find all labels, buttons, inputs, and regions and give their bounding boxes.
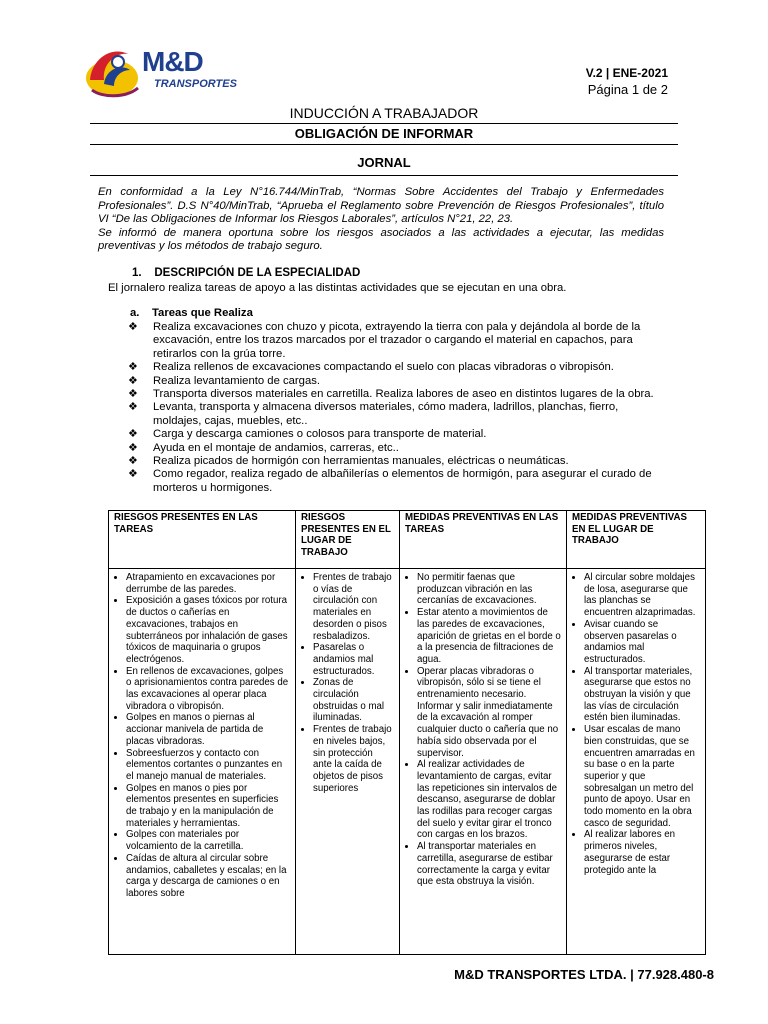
page-number: Página 1 de 2 bbox=[587, 82, 668, 97]
task-text: Realiza excavaciones con chuzo y picota, extrayendo la tierra con pala y dejándola al borde de la excavación, entre los trazos marcados por el trazador o cargando el material en capachos, para retirarlos con la grúa torre. bbox=[153, 321, 641, 360]
task-item bbox=[128, 375, 668, 388]
task-text: Realiza rellenos de excavaciones compactando el suelo con placas vibradoras o vibropisón. bbox=[153, 361, 614, 374]
divider bbox=[90, 123, 678, 124]
document-subtitle: OBLIGACIÓN DE INFORMAR bbox=[294, 126, 474, 141]
logo-subtext: TRANSPORTES bbox=[154, 78, 237, 90]
table-cell bbox=[109, 569, 296, 955]
role-title: JORNAL bbox=[357, 155, 411, 170]
table-header-cell: MEDIDAS PREVENTIVAS EN EL LUGAR DE TRABAJO bbox=[567, 511, 706, 569]
task-item bbox=[128, 401, 668, 428]
section-title: DESCRIPCIÓN DE LA ESPECIALIDAD bbox=[154, 267, 361, 279]
table-cell bbox=[296, 569, 400, 955]
bullet-list bbox=[114, 572, 290, 900]
table-header-cell: MEDIDAS PREVENTIVAS EN LAS TAREAS bbox=[400, 511, 567, 569]
task-item bbox=[128, 388, 668, 401]
task-item bbox=[128, 321, 668, 361]
table-bullet-item: • Sobreesfuerzos y contacto con elementos cortantes o punzantes en el manejo manual de materiales. bbox=[126, 748, 290, 783]
table-bullet-item: • Frentes de trabajo en niveles bajos, sin protección ante la caída de objetos de pisos superiores bbox=[313, 724, 394, 794]
table-bullet-item: • Golpes en manos o piernas al accionar manivela de partida de placas vibradoras. bbox=[126, 712, 290, 747]
task-item bbox=[128, 455, 668, 468]
diamond-bullet-icon: ❖ bbox=[128, 388, 138, 401]
table-header-row bbox=[109, 511, 706, 569]
task-text: Levanta, transporta y almacena diversos materiales, cómo madera, ladrillos, planchas, fierro, moldajes, cajas, muebles, etc.. bbox=[153, 401, 619, 427]
table-bullet-item: • Golpes con materiales por volcamiento de la carretilla. bbox=[126, 829, 290, 852]
table-bullet-item: • Exposición a gases tóxicos por rotura de ductos o cañerías en excavaciones, trabajos en subterráneos por inhalación de gases tóxicos de maquinaria o grupos electrógenos. bbox=[126, 595, 290, 665]
diamond-bullet-icon: ❖ bbox=[128, 321, 138, 333]
diamond-bullet-icon: ❖ bbox=[128, 455, 138, 468]
document-version: V.2 | ENE-2021 bbox=[585, 66, 668, 80]
diamond-bullet-icon: ❖ bbox=[128, 401, 138, 414]
document-title: INDUCCIÓN A TRABAJADOR bbox=[289, 105, 479, 121]
diamond-bullet-icon: ❖ bbox=[128, 441, 138, 454]
table-bullet-item: • Al transportar materiales, asegurarse que estos no obstruyan la visión y que las vías de circulación estén bien iluminadas. bbox=[584, 666, 700, 725]
section-heading bbox=[132, 267, 360, 279]
section-description: El jornalero realiza tareas de apoyo a las distintas actividades que se ejecutan en una obra. bbox=[108, 282, 567, 294]
intro-paragraph-legal: En conformidad a la Ley N°16.744/MinTrab, “Normas Sobre Accidentes del Trabajo y Enfermedades Profesionales”. D.S N°40/MinTrab, “Aprueba el Reglamento sobre Prevención de Riesgos Profesionales”, título VI “De las Obligaciones de Informar los Riesgos Laborales”, artículos N°21, 22, 23. bbox=[98, 186, 664, 225]
table-bullet-item: • Al circular sobre moldajes de losa, asegurarse que las planchas se encuentren alzaprimadas. bbox=[584, 572, 700, 619]
table-header-cell: RIESGOS PRESENTES EN LAS TAREAS bbox=[109, 511, 296, 569]
task-list bbox=[128, 321, 668, 495]
table-bullet-item: • Al transportar materiales en carretilla, asegurarse de estibar correctamente la carga y evitar que esta obstruya la visión. bbox=[417, 841, 561, 888]
table-bullet-item: • Golpes en manos o pies por elementos presentes en superficies de trabajo y en la manipulación de materiales y herramientas. bbox=[126, 783, 290, 830]
task-item bbox=[128, 361, 668, 374]
table-bullet-item: • Al realizar labores en primeros niveles, asegurarse de estar protegido ante la bbox=[584, 829, 700, 876]
diamond-bullet-icon: ❖ bbox=[128, 374, 138, 387]
intro-text bbox=[98, 186, 664, 254]
diamond-bullet-icon: ❖ bbox=[128, 468, 138, 481]
table-bullet-item: • Usar escalas de mano bien construidas, que se encuentren amarradas en su base o en la parte superior y que sobresalgan un metro del punto de apoyo. Usar en todo momento en la obra casco de seguridad. bbox=[584, 724, 700, 829]
task-text: Realiza levantamiento de cargas. bbox=[153, 374, 321, 387]
table-header-cell: RIESGOS PRESENTES EN EL LUGAR DE TRABAJO bbox=[296, 511, 400, 569]
risk-table bbox=[108, 510, 706, 955]
divider bbox=[90, 175, 678, 176]
table-bullet-item: • Caídas de altura al circular sobre andamios, caballetes y escalas; en la carga y descarga de camiones o en labores sobre bbox=[126, 853, 290, 900]
footer-company: M&D TRANSPORTES LTDA. | 77.928.480-8 bbox=[454, 967, 714, 982]
task-text: Carga y descarga camiones o colosos para transporte de material. bbox=[153, 428, 487, 441]
intro-paragraph-informed: Se informó de manera oportuna sobre los riesgos asociados a las actividades a ejecutar, las medidas preventivas y los métodos de trabajo seguro. bbox=[98, 226, 664, 252]
diamond-bullet-icon: ❖ bbox=[128, 428, 138, 441]
table-bullet-item: • Atrapamiento en excavaciones por derrumbe de las paredes. bbox=[126, 572, 290, 595]
table-bullet-item: • Estar atento a movimientos de las paredes de excavaciones, aparición de grietas en el borde o a la presencia de filtraciones de agua. bbox=[417, 607, 561, 666]
table-cell bbox=[400, 569, 567, 955]
task-item bbox=[128, 468, 668, 495]
subsection-heading: a. Tareas que Realiza bbox=[130, 307, 253, 319]
task-item bbox=[128, 428, 668, 441]
table-bullet-item: • Pasarelas o andamios mal estructurados. bbox=[313, 642, 394, 677]
bullet-list bbox=[572, 572, 700, 876]
table-row bbox=[109, 569, 706, 955]
divider bbox=[90, 144, 678, 145]
task-text: Realiza picados de hormigón con herramientas manuales, eléctricas o neumáticas. bbox=[153, 455, 569, 468]
task-text: Ayuda en el montaje de andamios, carreras, etc.. bbox=[153, 441, 399, 454]
table-bullet-item: • Zonas de circulación obstruidas o mal iluminadas. bbox=[313, 677, 394, 724]
task-item bbox=[128, 442, 668, 455]
diamond-bullet-icon: ❖ bbox=[128, 361, 138, 374]
table-cell bbox=[567, 569, 706, 955]
section-number: 1. bbox=[132, 267, 142, 279]
bullet-list bbox=[301, 572, 394, 794]
task-text: Transporta diversos materiales en carretilla. Realiza labores de aseo en distintos lugares de la obra. bbox=[153, 388, 654, 401]
task-text: Como regador, realiza regado de albañilerías o elementos de hormigón, para asegurar el curado de morteros u hormigones. bbox=[153, 468, 652, 494]
logo-text: M&D bbox=[142, 46, 203, 77]
table-bullet-item: • Frentes de trabajo o vías de circulación con materiales en desorden o pisos resbaladizos. bbox=[313, 572, 394, 642]
table-bullet-item: • Avisar cuando se observen pasarelas o andamios mal estructurados. bbox=[584, 619, 700, 666]
table-bullet-item: • No permitir faenas que produzcan vibración en las cercanías de excavaciones. bbox=[417, 572, 561, 607]
company-logo bbox=[82, 40, 237, 102]
table-bullet-item: • Al realizar actividades de levantamiento de cargas, evitar las repeticiones sin intervalos de descanso, asegurarse de doblar las rodillas para recoger cargas del suelo y evitar girar el tronco con cargas en los brazos. bbox=[417, 759, 561, 841]
bullet-list bbox=[405, 572, 561, 888]
table-bullet-item: • Operar placas vibradoras o vibropisón, sólo si se tiene el entrenamiento necesario. Informar y salir inmediatamente de la excavación al romper cualquier ducto o cañería que no había sido observada por el supervisor. bbox=[417, 666, 561, 760]
table-bullet-item: • En rellenos de excavaciones, golpes o aprisionamientos contra paredes de las excavaciones al operar placa vibradora o vibropisón. bbox=[126, 666, 290, 713]
